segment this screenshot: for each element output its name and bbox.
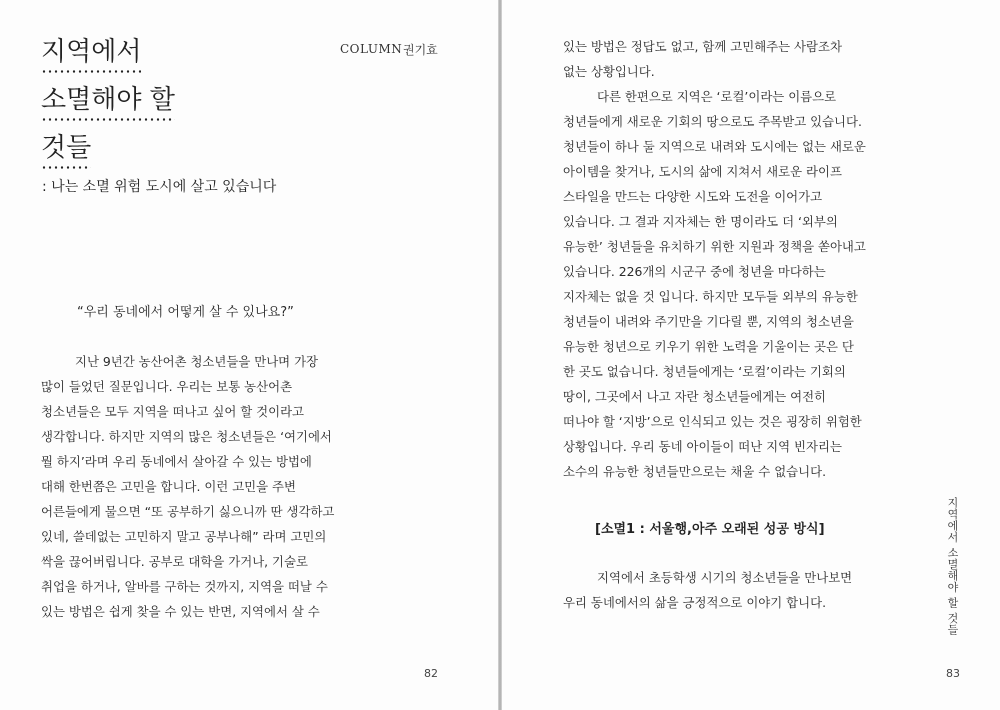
body-line: 싹을 끊어버립니다. 공부로 대학을 가거나, 기술로 — [41, 554, 308, 569]
body-line: 떠나야 할 ‘지방’으로 인식되고 있는 것은 굉장히 위험한 — [563, 414, 862, 429]
body-line: 소수의 유능한 청년들만으로는 채울 수 없습니다. — [563, 464, 827, 479]
article-subtitle: : 나는 소멸 위험 도시에 살고 있습니다 — [42, 179, 277, 195]
title-line-2: 소멸해야 할 — [41, 82, 175, 121]
body-line: 스타일을 만드는 다양한 시도와 도전을 이어가고 — [563, 189, 823, 204]
column-label: COLUMN — [340, 42, 403, 56]
body-line: 없는 상황입니다. — [563, 64, 655, 79]
body-line: 취업을 하거나, 알바를 구하는 것까지, 지역을 떠날 수 — [41, 579, 328, 594]
body-line: 지역에서 초등학생 시기의 청소년들을 만나보면 — [597, 570, 853, 585]
body-line: 많이 들었던 질문입니다. 우리는 보통 농산어촌 — [41, 379, 293, 394]
body-line: 청년들이 내려와 주기만을 기다릴 뿐, 지역의 청소년을 — [563, 314, 854, 329]
author-name: 권기효 — [403, 43, 438, 57]
left-page — [0, 0, 498, 710]
body-line: 상황입니다. 우리 동네 아이들이 떠난 지역 빈자리는 — [563, 439, 842, 454]
opening-quote: “우리 동네에서 어떻게 살 수 있나요?” — [77, 305, 294, 320]
body-line: 있습니다. 226개의 시군구 중에 청년을 마다하는 — [563, 264, 826, 279]
body-line: 아이템을 찾거나, 도시의 삶에 지쳐서 새로운 라이프 — [563, 164, 842, 179]
body-line: 지자체는 없을 것 입니다. 하지만 모두들 외부의 유능한 — [563, 289, 858, 304]
running-header: 지역에서 소멸해야 할 것들 — [946, 497, 959, 636]
title-line-3: 것들 — [41, 130, 91, 169]
left-body-text — [41, 349, 341, 624]
body-line: 생각합니다. 하지만 지역의 많은 청소년들은 ‘여기에서 — [41, 429, 332, 444]
body-line: 뭘 하지’라며 우리 동네에서 살아갈 수 있는 방법에 — [41, 454, 312, 469]
page-number-left: 82 — [424, 667, 438, 680]
body-line: 있습니다. 그 결과 지자체는 한 명이라도 더 ‘외부의 — [563, 214, 838, 229]
body-line: 유능한 청년으로 키우기 위한 노력을 기울이는 곳은 단 — [563, 339, 854, 354]
body-line: 있는 방법은 정답도 없고, 함께 고민해주는 사람조차 — [563, 39, 842, 54]
body-line: 땅이, 그곳에서 나고 자란 청소년들에게는 여전히 — [563, 389, 827, 404]
page-number-right: 83 — [946, 667, 960, 680]
body-line: 청년들에게 새로운 기회의 땅으로도 주목받고 있습니다. — [563, 114, 862, 129]
body-line: 어른들에게 물으면 “또 공부하기 싫으니까 딴 생각하고 — [41, 504, 335, 519]
body-line: 다른 한편으로 지역은 ‘로컬’이라는 이름으로 — [597, 89, 837, 104]
article-title — [41, 34, 175, 178]
body-line: 지난 9년간 농산어촌 청소년들을 만나며 가장 — [75, 354, 319, 369]
body-line: 청소년들은 모두 지역을 떠나고 싶어 할 것이라고 — [41, 404, 305, 419]
body-line: 청년들이 하나 둘 지역으로 내려와 도시에는 없는 새로운 — [563, 139, 866, 154]
section-heading: [소멸1 : 서울행,아주 오래된 성공 방식] — [595, 522, 825, 537]
right-body-text — [563, 34, 873, 484]
right-body-text-section — [563, 565, 873, 615]
body-line: 한 곳도 없습니다. 청년들에게는 ‘로컬’이라는 기회의 — [563, 364, 846, 379]
body-line: 우리 동네에서의 삶을 긍정적으로 이야기 합니다. — [563, 595, 827, 610]
body-line: 있는 방법은 쉽게 찾을 수 있는 반면, 지역에서 살 수 — [41, 604, 320, 619]
body-line: 있네, 쓸데없는 고민하지 말고 공부나해” 라며 고민의 — [41, 529, 327, 544]
title-line-1: 지역에서 — [41, 34, 141, 73]
body-line: 대해 한번쯤은 고민을 합니다. 이런 고민을 주변 — [41, 479, 296, 494]
body-line: 유능한’ 청년들을 유치하기 위한 지원과 정책을 쏟아내고 — [563, 239, 866, 254]
